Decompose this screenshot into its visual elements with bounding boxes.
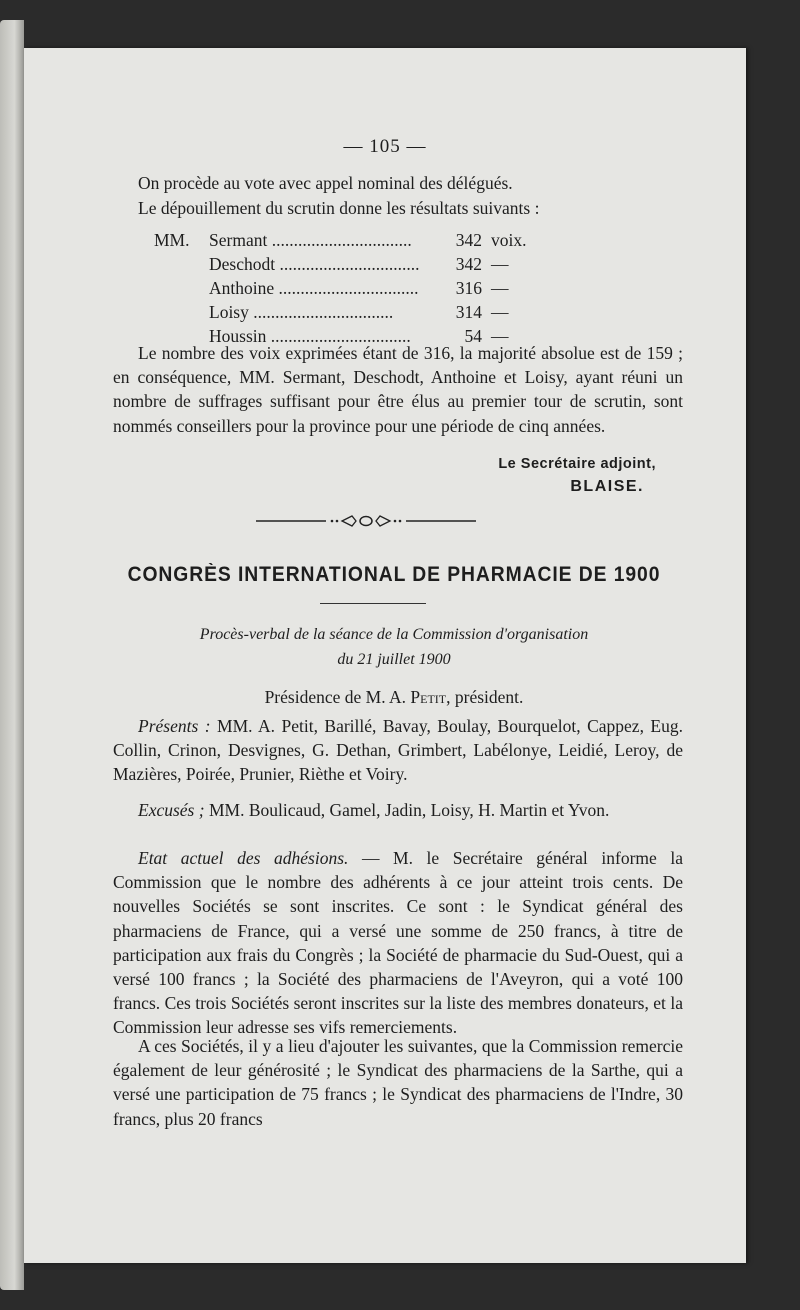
presents-text: MM. A. Petit, Barillé, Bavay, Boulay, Bourquelot, Cappez, Eug. Collin, Crinon, Desvignes, G. Dethan, Grimbert, Labélonye, Leidié, Leroy, de Mazières, Poirée, Prunier, Rièthe et Voiry. [113,716,683,785]
presents-label: Présents : [138,716,211,736]
subtitle-line-1: Procès-verbal de la séance de la Commission d'organisation [199,626,589,643]
vote-name: Deschodt ................................ [209,254,420,274]
signature-title: Le Secrétaire adjoint, [498,456,656,472]
presidence-prefix: Présidence de M. A. [264,687,407,707]
vote-unit: — [491,254,509,274]
vote-name: Anthoine ................................ [209,278,419,298]
vote-row [154,276,527,300]
vote-unit: — [491,278,509,298]
president-name: Petit [410,687,447,707]
vote-unit: — [491,326,509,346]
vote-prefix [154,252,209,276]
vote-prefix: MM. [154,230,190,250]
vote-count: 54 [464,326,482,346]
vote-row [154,228,527,252]
presents-paragraph [113,714,683,787]
vote-row [154,252,527,276]
excuses-text: MM. Boulicaud, Gamel, Jadin, Loisy, H. Martin et Yvon. [204,800,610,820]
book-page [24,48,746,1263]
vote-name: Houssin ................................ [209,326,411,346]
vote-count: 316 [455,278,482,298]
section-heading: CONGRÈS INTERNATIONAL DE PHARMACIE DE 1900 [127,563,661,586]
vote-row [154,300,527,324]
result-paragraph: Le nombre des voix exprimées étant de 316, la majorité absolue est de 159 ; en conséquence, MM. Sermant, Deschodt, Anthoine et Loisy, ayant réuni un nombre de suffrages suffisant pour être élus au premier tour de scrutin, sont nommés conseillers pour la province pour une période de cinq années. [113,343,683,436]
excuses-paragraph [113,798,683,822]
vote-prefix [154,276,209,300]
intro-line-2: Le dépouillement du scrutin donne les résultats suivants : [138,198,540,218]
page-number: — 105 — [343,136,427,157]
intro-line-1: On procède au vote avec appel nominal des délégués. [138,173,513,193]
vote-count: 342 [455,254,482,274]
heading-rule [320,603,426,604]
signature-name: BLAISE. [570,478,644,495]
vote-count: 342 [455,230,482,250]
vote-results [154,228,527,348]
vote-unit: — [491,302,509,322]
etat-text: — M. le Secrétaire général informe la Commission que le nombre des adhérents à ce jour atteint trois cents. De nouvelles Sociétés se sont inscrites. Ce sont : le Syndicat général des pharmaciens de France, qui a versé une somme de 250 francs, à titre de participation aux frais du Congrès ; la Société de pharmacie du Sud-Ouest, qui a versé 100 francs ; la Société des pharmaciens de l'Aveyron, qui a voté 100 francs. Ces trois Sociétés seront inscrites sur la liste des membres donateurs, et la Commission leur adresse ses vifs remerciements. [113,848,683,1038]
subtitle-line-2: du 21 juillet 1900 [337,651,451,668]
vote-prefix [154,300,209,324]
etat-paragraph [113,846,683,1040]
last-paragraph: A ces Sociétés, il y a lieu d'ajouter les suivantes, que la Commission remercie également de leur générosité ; le Syndicat des pharmaciens de la Sarthe, qui a versé une participation de 75 francs ; le Syndicat des pharmaciens de l'Indre, 30 francs, plus 20 francs [113,1036,683,1129]
excuses-label: Excusés ; [138,800,205,820]
vote-unit: voix. [491,230,527,250]
presidence-suffix: , président. [446,687,524,707]
presidence-line [104,687,684,708]
facing-page-edge [0,20,24,1290]
vote-count: 314 [455,302,482,322]
vote-name: Sermant ................................ [209,230,412,250]
vote-name: Loisy ................................ [209,302,394,322]
ornament-divider-icon [256,511,476,531]
etat-label: Etat actuel des adhésions. [138,848,349,868]
